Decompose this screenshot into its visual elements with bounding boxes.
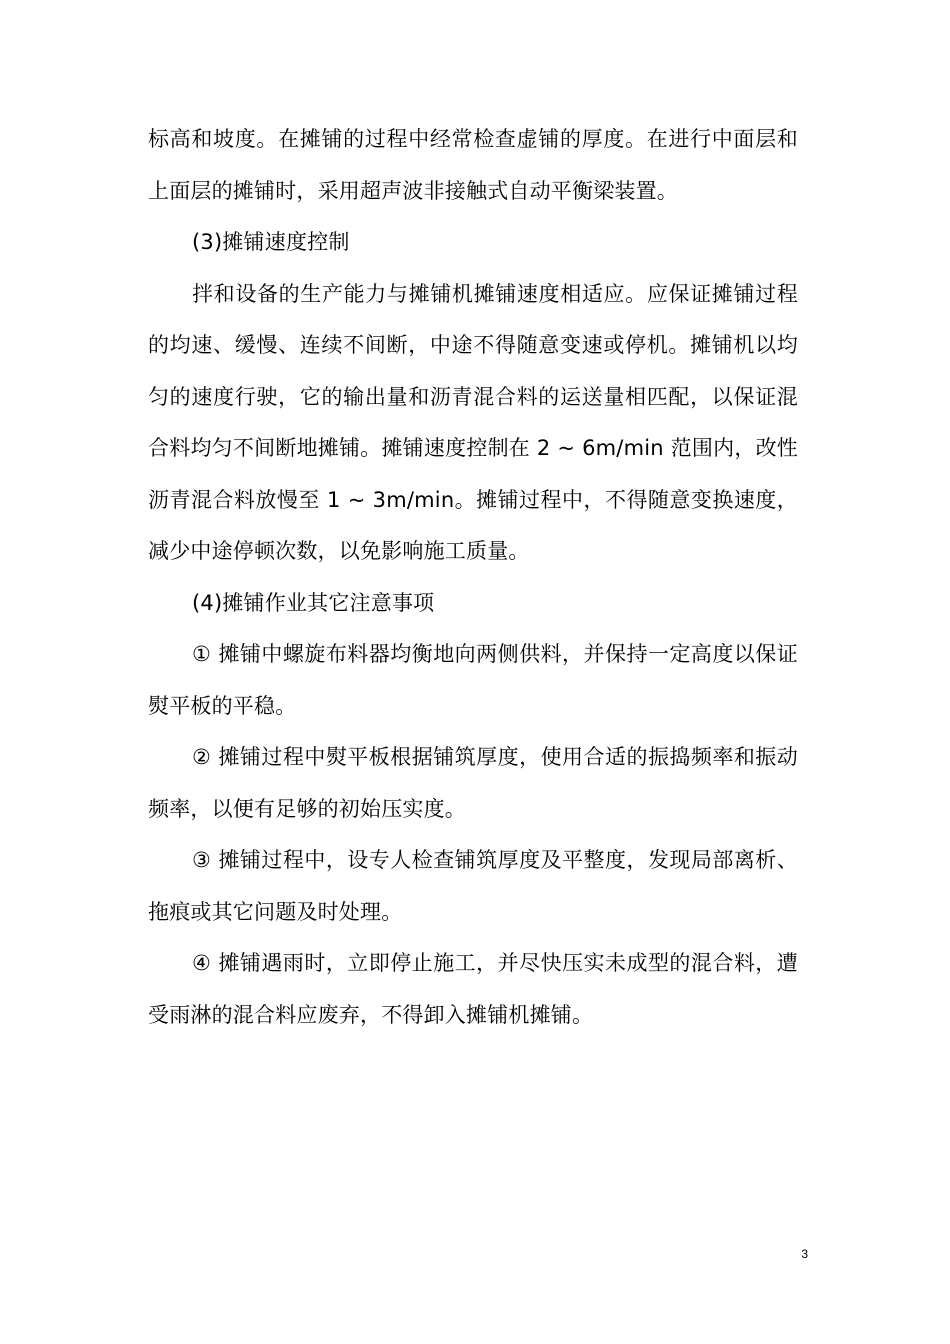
note-item-4: ④ 摊铺遇雨时，立即停止施工，并尽快压实未成型的混合料，遭受雨淋的混合料应废弃，不得卸入摊铺机摊铺。 — [148, 951, 798, 1027]
note-item-2: ② 摊铺过程中熨平板根据铺筑厚度，使用合适的振捣频率和振动频率，以便有足够的初始压实度。 — [148, 745, 798, 821]
heading-other-notes: (4)摊铺作业其它注意事项 — [192, 590, 435, 615]
body-text — [148, 114, 798, 1041]
paragraph-paving-speed: 拌和设备的生产能力与摊铺机摊铺速度相适应。应保证摊铺过程的均速、缓慢、连续不间断，中途不得随意变速或停机。摊铺机以均匀的速度行驶，它的输出量和沥青混合料的运送量相匹配，以保证混合料均匀不间断地摊铺。摊铺速度控制在 2 ~ 6m/min 范围内，改性沥青混合料放慢至 1 ~ 3m/min。摊铺过程中，不得随意变换速度，减少中途停顿次数，以免影响施工质量。 — [148, 281, 798, 563]
heading-paving-speed-control: (3)摊铺速度控制 — [192, 230, 350, 254]
note-item-3: ③ 摊铺过程中，设专人检查铺筑厚度及平整度，发现局部离析、拖痕或其它问题及时处理。 — [148, 848, 798, 924]
paragraph-continuation: 标高和坡度。在摊铺的过程中经常检查虚铺的厚度。在进行中面层和上面层的摊铺时，采用超声波非接触式自动平衡梁装置。 — [148, 127, 798, 203]
page-number: 3 — [801, 1247, 808, 1261]
note-item-1: ① 摊铺中螺旋布料器均衡地向两侧供料，并保持一定高度以保证熨平板的平稳。 — [148, 642, 798, 718]
